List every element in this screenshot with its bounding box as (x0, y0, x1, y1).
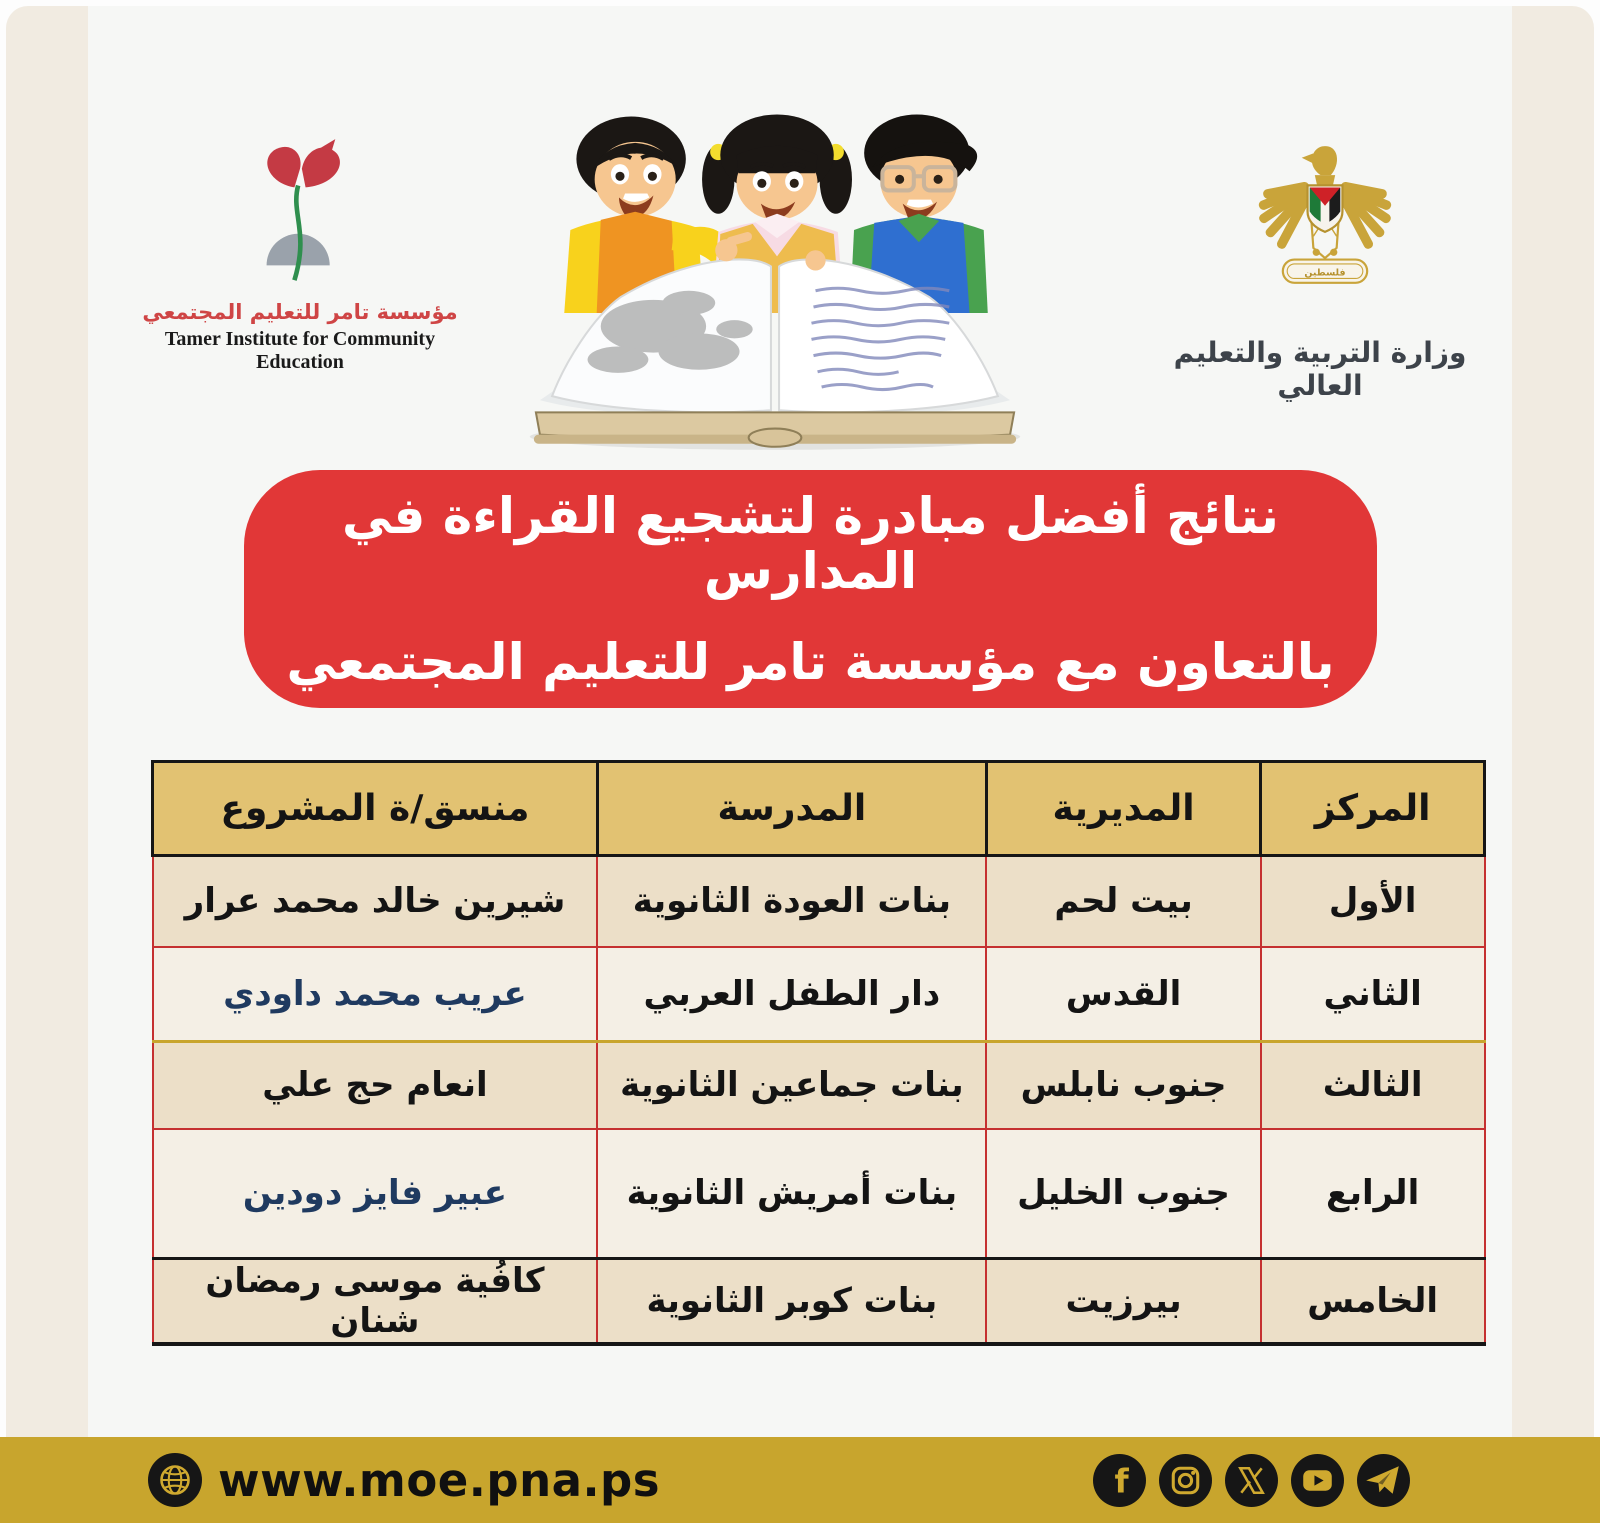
title-banner (244, 470, 1377, 708)
children-reading-illustration (505, 78, 1045, 463)
table-row (153, 856, 1485, 947)
footer-bar (0, 1437, 1600, 1523)
website-group (148, 1453, 660, 1507)
palestine-eagle-emblem-icon (1245, 134, 1405, 324)
cell-rank: الرابع (1261, 1129, 1485, 1259)
facebook-icon[interactable] (1093, 1454, 1146, 1507)
emblem-scroll-text: فلسطين (1304, 267, 1346, 279)
cell-school: بنات كوبر الثانوية (597, 1259, 986, 1344)
cell-coordinator: شيرين خالد محمد عرار (153, 856, 598, 947)
tamer-name-english: Tamer Institute for Community Education (164, 328, 436, 373)
tamer-name-arabic: مؤسسة تامر للتعليم المجتمعي (142, 300, 458, 324)
cell-rank: الأول (1261, 856, 1485, 947)
tamer-institute-logo (135, 138, 465, 374)
cell-coordinator: انعام حج علي (153, 1042, 598, 1129)
cell-rank: الثالث (1261, 1042, 1485, 1129)
cell-school: بنات أمريش الثانوية (597, 1129, 986, 1259)
x-icon[interactable] (1225, 1454, 1278, 1507)
cell-directorate: جنوب نابلس (986, 1042, 1260, 1129)
globe-icon (148, 1453, 202, 1507)
cell-school: دار الطفل العربي (597, 947, 986, 1042)
telegram-icon[interactable] (1357, 1454, 1410, 1507)
table-row (153, 1042, 1485, 1129)
cell-school: بنات العودة الثانوية (597, 856, 986, 947)
youtube-icon[interactable] (1291, 1454, 1344, 1507)
cell-directorate: بيرزيت (986, 1259, 1260, 1344)
cell-coordinator: عريب محمد داودي (153, 947, 598, 1042)
column-header-directorate: المديرية (986, 762, 1260, 856)
cell-directorate: جنوب الخليل (986, 1129, 1260, 1259)
table-row (153, 947, 1485, 1042)
cell-directorate: بيت لحم (986, 856, 1260, 947)
table-row (153, 1129, 1485, 1259)
cell-rank: الخامس (1261, 1259, 1485, 1344)
cell-directorate: القدس (986, 947, 1260, 1042)
cell-coordinator: كافُية موسى رمضان شنان (153, 1259, 598, 1344)
svg-text:f: f (1114, 1462, 1129, 1501)
table-header-row (153, 762, 1485, 856)
cell-coordinator: عبير فايز دودين (153, 1129, 598, 1259)
website-url[interactable]: www.moe.pna.ps (218, 1453, 661, 1507)
results-table (151, 760, 1486, 1346)
social-icons (1093, 1454, 1410, 1507)
column-header-school: المدرسة (597, 762, 986, 856)
banner-line-2: بالتعاون مع مؤسسة تامر للتعليم المجتمعي (286, 632, 1335, 691)
instagram-icon[interactable] (1159, 1454, 1212, 1507)
banner-line-1: نتائج أفضل مبادرة لتشجيع القراءة في المدارس (342, 486, 1279, 600)
column-header-coordinator: منسق/ة المشروع (153, 762, 598, 856)
table-row (153, 1259, 1485, 1344)
cell-rank: الثاني (1261, 947, 1485, 1042)
tulip-logo-icon (235, 138, 365, 298)
cell-school: بنات جماعين الثانوية (597, 1042, 986, 1129)
column-header-rank: المركز (1261, 762, 1485, 856)
ministry-name: وزارة التربية والتعليم العالي (1173, 336, 1467, 402)
